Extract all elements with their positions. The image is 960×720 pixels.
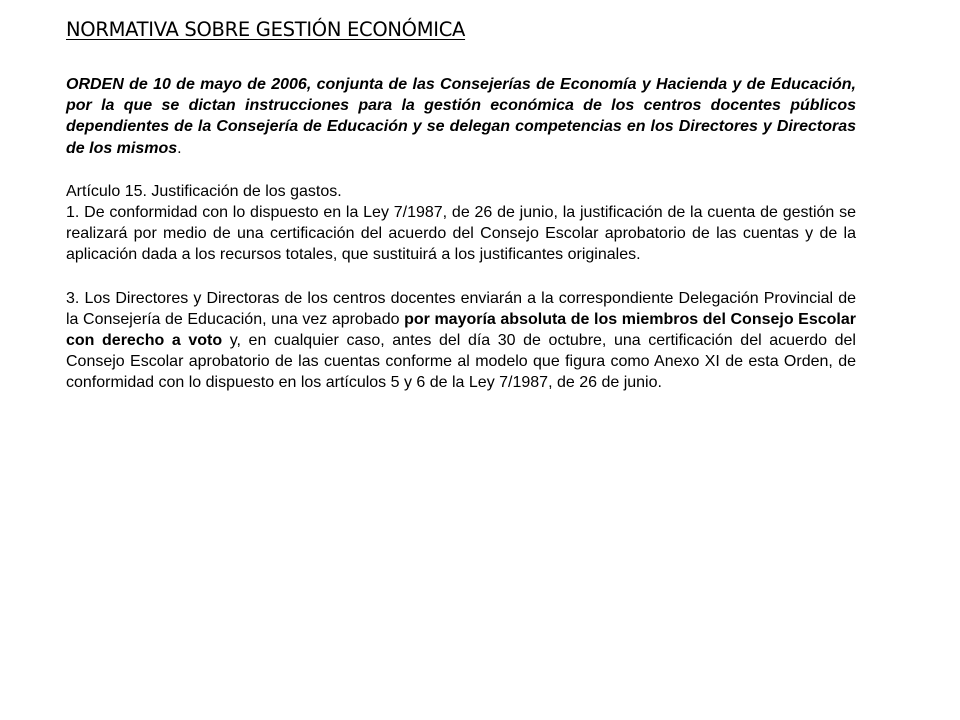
paragraph-3-start: 3. Los Directores y Directoras de los centros docentes enviarán a la correspondiente Delegación Provincial de la Consejería de Educación, una vez aprobado (66, 289, 856, 328)
page-title: NORMATIVA SOBRE GESTIÓN ECONÓMICA (66, 18, 466, 41)
orden-heading-paragraph (66, 74, 856, 159)
orden-heading: ORDEN de 10 de mayo de 2006, conjunta de las Consejerías de Economía y Hacienda y de Educación, por la que se dictan instrucciones para la gestión económica de los centros docentes públicos dependientes de la Consejería de Educación y se delegan competencias en los Directores y Directoras de los mismos (66, 76, 856, 157)
article-title: Artículo 15. Justificación de los gastos. (66, 182, 342, 200)
spacer (66, 266, 856, 288)
document-body (66, 74, 856, 394)
spacer (66, 159, 856, 181)
paragraph-3-emphasis: por mayoría absoluta de los miembros del Consejo Escolar con derecho a voto (66, 310, 856, 350)
paragraph-3-end: y, en cualquier caso, antes del día 30 de octubre, una certificación del acuerdo del Consejo Escolar aprobatorio de las cuentas conforme al modelo que figura como Anexo XI de esta Orden, de conformidad con lo dispuesto en los artículos 5 y 6 de la Ley 7/1987, de 26 de junio. (66, 332, 856, 392)
paragraph-3 (66, 288, 856, 394)
orden-heading-period: . (177, 139, 182, 157)
paragraph-1: 1. De conformidad con lo dispuesto en la Ley 7/1987, de 26 de junio, la justificación de la cuenta de gestión se realizará por medio de una certificación del acuerdo del Consejo Escolar aprobatorio de las cuentas y de la aplicación dada a los recursos totales, que sustituirá a los justificantes originales. (66, 204, 856, 264)
